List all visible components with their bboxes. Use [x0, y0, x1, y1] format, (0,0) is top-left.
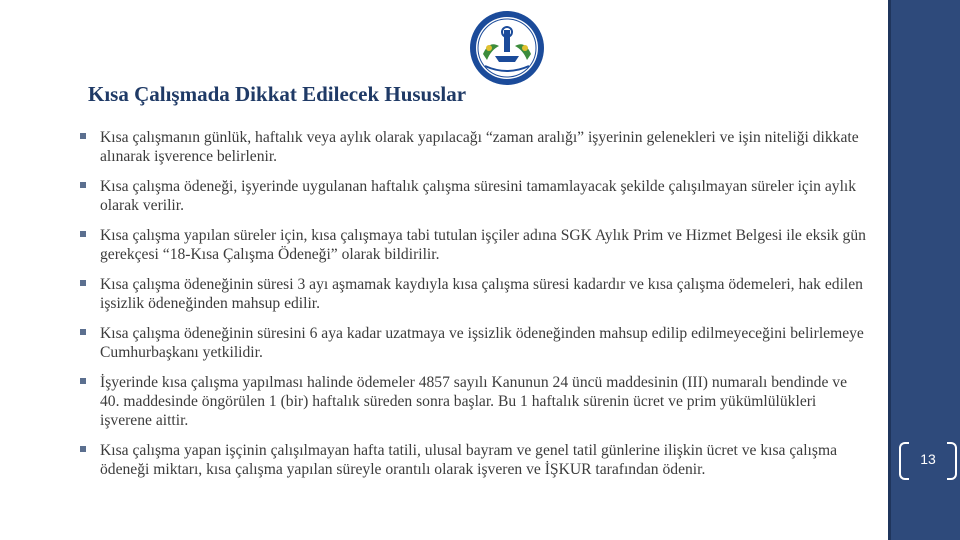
bullet-text: Kısa çalışma ödeneği, işyerinde uygulanan haftalık çalışma süresini tamamlayacak şekilde çalışılmayan süreler için aylık olarak verilir.	[100, 178, 857, 214]
square-bullet-icon	[80, 231, 86, 237]
slide-title: Kısa Çalışmada Dikkat Edilecek Hususlar	[88, 82, 467, 106]
bullet-text: Kısa çalışma ödeneğinin süresini 6 aya kadar uzatmaya ve işsizlik ödeneğinden mahsup edilip edilmeyeceğini belirlemeye Cumhurbaşkanı yetkilidir.	[100, 325, 864, 361]
square-bullet-icon	[80, 378, 86, 384]
bullet-list	[78, 128, 868, 490]
bullet-item	[78, 128, 868, 166]
square-bullet-icon	[80, 182, 86, 188]
square-bullet-icon	[80, 329, 86, 335]
page-number-box	[899, 442, 957, 480]
bullet-item	[78, 226, 868, 264]
bullet-item	[78, 177, 868, 215]
bullet-text: Kısa çalışma yapan işçinin çalışılmayan hafta tatili, ulusal bayram ve genel tatil günlerine ilişkin ücret ve kısa çalışma ödeneği miktarı, kısa çalışma yapılan süreyle orantılı olarak işveren ve İŞKUR tarafından ödenir.	[100, 442, 838, 478]
right-band-edge	[888, 0, 891, 540]
bullet-item	[78, 441, 868, 479]
square-bullet-icon	[80, 280, 86, 286]
square-bullet-icon	[80, 133, 86, 139]
bullet-item	[78, 324, 868, 362]
bullet-item	[78, 373, 868, 430]
bullet-text: Kısa çalışma yapılan süreler için, kısa çalışmaya tabi tutulan işçiler adına SGK Aylık Prim ve Hizmet Belgesi ile eksik gün gerekçesi “18-Kısa Çalışma Ödeneği” olarak bildirilir.	[100, 227, 866, 263]
page-number: 13	[920, 451, 936, 467]
square-bullet-icon	[80, 446, 86, 452]
bullet-text: İşyerinde kısa çalışma yapılması halinde ödemeler 4857 sayılı Kanunun 24 üncü maddesinin (III) numaralı bendinde ve 40. maddesinde öngörülen 1 (bir) haftalık süreden sonra başlar. Bu 1 haftalık sürenin ücret ve prim yükümlülükleri işverene aittir.	[100, 374, 847, 429]
bullet-text: Kısa çalışma ödeneğinin süresi 3 ayı aşmamak kaydıyla kısa çalışma süresi kadardır ve kısa çalışma ödemeleri, hak edilen işsizlik ödeneğinden mahsup edilir.	[100, 276, 863, 312]
bullet-text: Kısa çalışmanın günlük, haftalık veya aylık olarak yapılacağı “zaman aralığı” işyerinin gelenekleri ve işin niteliği dikkate alınarak işverence belirlenir.	[100, 129, 859, 165]
bullet-item	[78, 275, 868, 313]
chamber-emblem-icon	[469, 10, 545, 86]
